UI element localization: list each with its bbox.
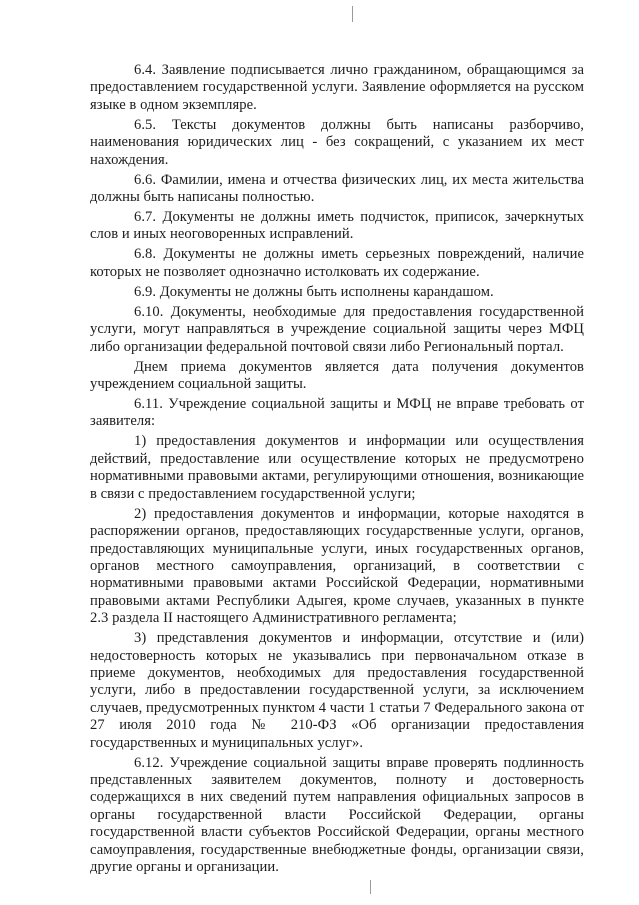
- paragraph-6-6: 6.6. Фамилии, имена и отчества физических лиц, их места жительства должны быть написаны полностью.: [90, 171, 584, 206]
- paragraph-6-9: 6.9. Документы не должны быть исполнены карандашом.: [134, 283, 494, 300]
- list-item-1: 1) предоставления документов и информации или осуществления действий, предоставление или осуществление которых не предусмотрено нормативными правовыми актами, регулирующими отношения, возникающие в связи с предоставлением государственной услуги;: [90, 433, 584, 502]
- paragraph-6-5: 6.5. Тексты документов должны быть написаны разборчиво, наименования юридических лиц - без сокращений, с указанием их мест нахождения.: [90, 116, 584, 168]
- paragraph-6-10: 6.10. Документы, необходимые для предоставления государственной услуги, могут направляться в учреждение социальной защиты через МФЦ либо организации федеральной почтовой связи либо Региональный портал.: [90, 303, 584, 355]
- paragraph-6-4: 6.4. Заявление подписывается лично гражданином, обращающимся за предоставлением государственной услуги. Заявление оформляется на русском языке в одном экземпляре.: [90, 62, 584, 113]
- paragraph-6-11: 6.11. Учреждение социальной защиты и МФЦ не вправе требовать от заявителя:: [90, 396, 584, 430]
- page-edge-mark-top: [352, 6, 353, 22]
- paragraph-6-8: 6.8. Документы не должны иметь серьезных повреждений, наличие которых не позволяет однозначно истолковать их содержание.: [90, 246, 584, 280]
- paragraph-6-7: 6.7. Документы не должны иметь подчисток, приписок, зачеркнутых слов и иных неоговоренных исправлений.: [90, 209, 584, 243]
- paragraph-6-12: 6.12. Учреждение социальной защиты вправе проверять подлинность представленных заявителем документов, полноту и достоверность содержащихся в них сведений путем направления официальных запросов в органы государственной власти Российской Федерации, органы государственной власти субъектов Российской Федерации, органы местного самоуправления, государственные внебюджетные фонды, организации связи, другие органы и организации.: [90, 754, 584, 875]
- list-item-3: 3) представления документов и информации, отсутствие и (или) недостоверность которых не указывались при первоначальном отказе в приеме документов, необходимых для предоставления государственной услуги, либо в предоставлении государственной услуги, за исключением случаев, предусмотренных пунктом 4 части 1 статьи 7 Федерального закона от 27 июля 2010 года № 210-ФЗ «Об организации предоставления государственных и муниципальных услуг».: [90, 630, 584, 751]
- list-item-2: 2) предоставления документов и информации, которые находятся в распоряжении органов, предоставляющих государственные услуги, органов, предоставляющих муниципальные услуги, иных государственных органов, органов местного самоуправления, организаций, в соответствии с нормативными правовыми актами Российской Федерации, нормативными правовыми актами Республики Адыгея, кроме случаев, указанных в пункте 2.3 раздела II настоящего Административного регламента;: [90, 505, 584, 627]
- page-edge-mark-bottom: [370, 880, 371, 894]
- paragraph-receipt-date: Днем приема документов является дата получения документов учреждением социальной защиты.: [90, 358, 584, 393]
- document-text: [90, 62, 584, 879]
